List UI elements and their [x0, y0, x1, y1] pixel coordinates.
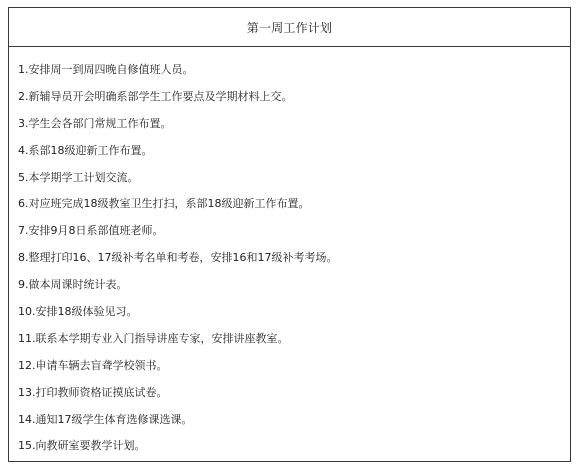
- list-item: 13.打印教师资格证摸底试卷。: [18, 385, 168, 399]
- table-header: [9, 8, 570, 47]
- plan-item-list: [9, 57, 570, 460]
- page-title: 第一周工作计划: [246, 20, 333, 35]
- list-item: 8.整理打印16、17级补考名单和考卷，安排16和17级补考考场。: [18, 251, 338, 265]
- list-item: 2.新辅导员开会明确系部学生工作要点及学期材料上交。: [18, 89, 293, 103]
- list-item: 7.安排9月8日系部值班老师。: [18, 224, 164, 238]
- list-item: 6.对应班完成18级教室卫生打扫，系部18级迎新工作布置。: [18, 197, 310, 211]
- list-item: 12.申请车辆去盲聋学校领书。: [18, 358, 168, 372]
- weekly-plan-table: [8, 7, 571, 462]
- list-item: 14.通知17级学生体育选修课选课。: [18, 412, 193, 426]
- list-item: 9.做本周课时统计表。: [18, 278, 128, 292]
- list-item: 4.系部18级迎新工作布置。: [18, 143, 153, 157]
- list-item: 11.联系本学期专业入门指导讲座专家，安排讲座教室。: [18, 331, 289, 345]
- list-item: 15.向教研室要教学计划。: [18, 439, 146, 453]
- list-item: 1.安排周一到周四晚自修值班人员。: [18, 63, 194, 76]
- list-item: 5.本学期学工计划交流。: [18, 170, 139, 184]
- list-item: 3.学生会各部门常规工作布置。: [18, 116, 172, 130]
- list-item: 10.安排18级体验见习。: [18, 305, 138, 319]
